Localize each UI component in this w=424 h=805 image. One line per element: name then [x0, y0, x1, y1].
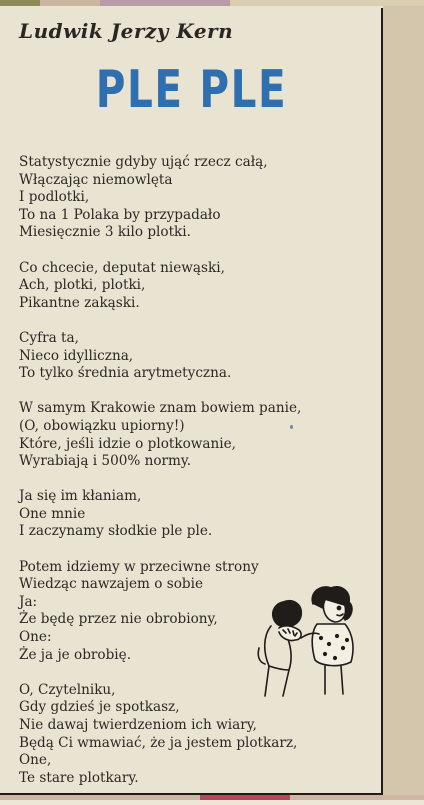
- poem-line: Miesięcznie 3 kilo plotki.: [19, 224, 191, 241]
- poem-line: I zaczynamy słodkie ple ple.: [19, 523, 213, 540]
- poem-line: Te stare plotkary.: [19, 769, 139, 786]
- frame-right-border: [381, 8, 383, 794]
- poem-line: Statystycznie gdyby ująć rzecz całą,: [19, 154, 268, 170]
- poem-line: Ja się im kłaniam,: [19, 488, 142, 505]
- gossiping-women-illustration: [255, 582, 361, 698]
- poem-line: Potem idziemy w przeciwne strony: [19, 558, 259, 575]
- poem-title: PLE PLE: [95, 60, 288, 120]
- poem-line: Cyfra ta,: [19, 329, 79, 346]
- poem-line: Że ja je obrobię.: [19, 646, 132, 663]
- stanza-2: [19, 260, 374, 313]
- poem-line: Ach, plotki, plotki,: [19, 277, 146, 294]
- poem-line: Będą Ci wmawiać, że ja jestem plotkarz,: [19, 734, 298, 751]
- poem-line: I podlotki,: [19, 189, 90, 206]
- poem-line: Wiedząc nawzajem o sobie: [19, 576, 204, 593]
- poem-line: Ja:: [19, 593, 38, 610]
- poem-line: (O, obowiązku upiorny!): [19, 417, 185, 434]
- poem-line: Nie dawaj twierdzeniom ich wiary,: [19, 717, 257, 733]
- poem-line: Które, jeśli idzie o plotkowanie,: [19, 435, 236, 452]
- poem-line: Wyrabiają i 500% normy.: [19, 453, 192, 470]
- ink-speck: [290, 425, 293, 429]
- poem-body: [19, 154, 374, 805]
- page-margin: [383, 6, 424, 800]
- poem-line: To na 1 Polaka by przypadało: [19, 206, 221, 223]
- poem-line: Pikantne zakąski.: [19, 294, 140, 311]
- stanza-1: [19, 154, 374, 242]
- poem-line: Że będę przez nie obrobiony,: [19, 611, 218, 628]
- stanza-3: [19, 330, 374, 383]
- poem-line: To tylko średnia arytmetyczna.: [19, 365, 232, 382]
- poem-line: W samym Krakowie znam bowiem panie,: [19, 400, 302, 417]
- poem-line: One,: [19, 752, 52, 769]
- poem-line: Włączając niemowlęta: [19, 171, 173, 188]
- poem-line: Co chcecie, deputat niewąski,: [19, 259, 225, 276]
- poem-line: One mnie: [19, 505, 86, 522]
- poem-line: O, Czytelniku,: [19, 681, 116, 698]
- stanza-4: [19, 400, 374, 470]
- author-name: Ludwik Jerzy Kern: [19, 19, 234, 43]
- poem-line: Gdy gdzieś je spotkasz,: [19, 699, 180, 716]
- poem-line: One:: [19, 629, 52, 646]
- poem-line: Nieco idylliczna,: [19, 347, 134, 364]
- stanza-5: [19, 488, 374, 541]
